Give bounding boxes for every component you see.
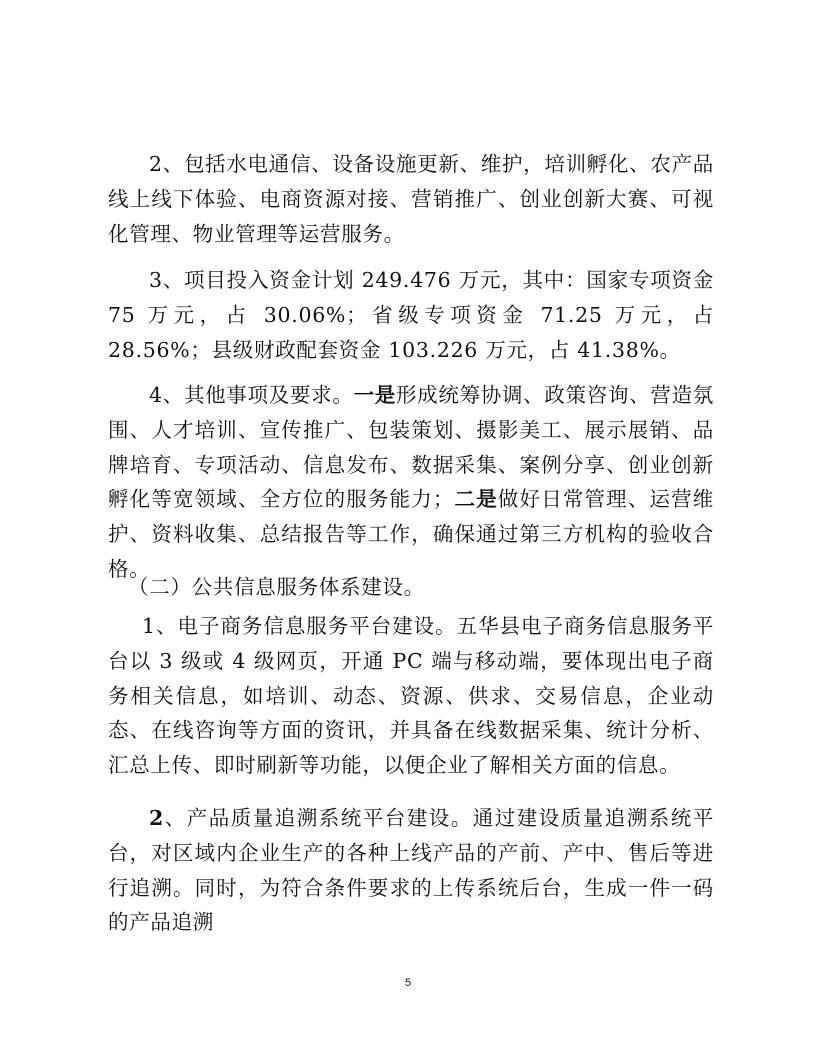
bold-second-point: 二是 xyxy=(454,487,498,512)
paragraph-operations-services xyxy=(108,147,714,251)
paragraph-funding-plan xyxy=(108,263,714,367)
paragraph-traceability-platform xyxy=(108,801,714,940)
page-number: 5 xyxy=(404,977,412,989)
bold-item-number: 2 xyxy=(149,806,164,830)
paragraph-text xyxy=(108,378,714,587)
section-heading xyxy=(108,570,714,605)
paragraph-info-platform xyxy=(108,609,714,783)
requirements-second-point: 做好日常管理、运营维护、资料收集、总结报告等工作，确保通过第三方机构的验收合格。 xyxy=(108,487,715,581)
bold-first-point: 一是 xyxy=(353,383,396,407)
paragraph-text: 1、电子商务信息服务平台建设。五华县电子商务信息服务平台以 3 级或 4 级网页，开通 PC 端与移动端，要体现出电子商务相关信息，如培训、动态、资源、供求、交易信息，企业动态、在线咨询等方面的资讯，并具备在线数据采集、统计分析、汇总上传、即时刷新等功能，以便企业了解相关方面的信息。 xyxy=(108,614,714,778)
requirements-prefix: 4、其他事项及要求。 xyxy=(149,383,354,407)
requirements-first-point: 形成统筹协调、政策咨询、营造氛围、人才培训、宣传推广、包装策划、摄影美工、展示展销、品牌培育、专项活动、信息发布、数据采集、案例分享、创业创新孵化等宽领域、全方位的服务能力； xyxy=(108,383,714,512)
paragraph-text: 3、项目投入资金计划 249.476 万元，其中：国家专项资金 75 万元，占 30.06%；省级专项资金 71.25 万元，占 28.56%；县级财政配套资金 103.226 万元，占 41.38%。 xyxy=(108,268,714,362)
heading-text: （二）公共信息服务体系建设。 xyxy=(128,575,425,599)
paragraph-other-requirements xyxy=(108,378,714,587)
paragraph-text: 2、包括水电通信、设备设施更新、维护，培训孵化、农产品线上线下体验、电商资源对接、营销推广、创业创新大赛、可视化管理、物业管理等运营服务。 xyxy=(108,152,714,246)
traceability-text: 、产品质量追溯系统平台建设。通过建设质量追溯系统平台，对区域内企业生产的各种上线产品的产前、产中、售后等进行追溯。同时，为符合条件要求的上传系统后台，生成一件一码的产品追溯 xyxy=(108,806,714,935)
paragraph-text xyxy=(108,801,714,940)
